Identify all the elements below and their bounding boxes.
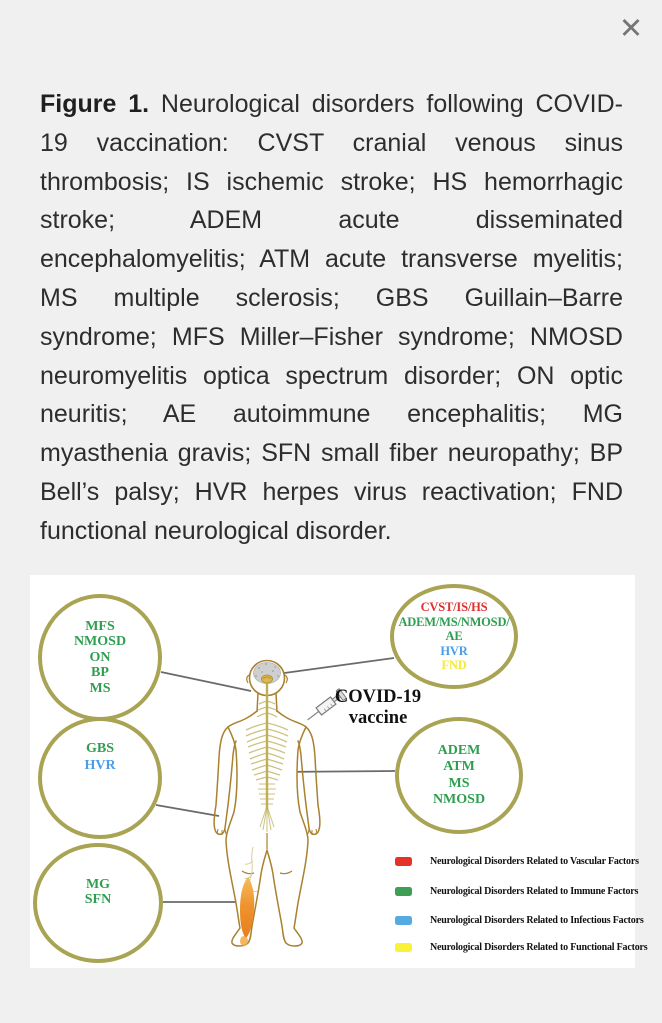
connector-line: [161, 672, 251, 691]
disorder-label: MS: [448, 775, 470, 791]
disorder-label: GBS: [85, 741, 114, 756]
legend-swatch-vascular: [395, 857, 412, 866]
disorder-label: NMOSD: [432, 792, 486, 807]
legend-row-functional: [395, 942, 647, 953]
disorder-label: ADEM: [437, 742, 481, 758]
circle-peripheral-nerve-disorders: [38, 717, 162, 839]
disorder-label: MG: [85, 876, 111, 892]
disorder-label: ADEM/MS/NMOSD/: [398, 614, 510, 629]
disorder-label: NMOSD: [73, 634, 127, 650]
circle-cranial-nerve-disorders: [38, 594, 162, 721]
figure-caption: [40, 85, 623, 551]
legend-row-immune: [395, 886, 638, 897]
caption-text: Neurological disorders following COVID-19 vaccination: CVST cranial venous sinus thrombosis; IS ischemic stroke; HS hemorrhagic stroke; ADEM acute disseminated encephalomyelitis; ATM acute transverse myelitis; MS multiple sclerosis; GBS Guillain–Barre syndrome; MFS Miller–Fisher syndrome; NMOSD neuromyelitis optica spectrum disorder; ON optic neuritis; AE autoimmune encephalitis; MG myasthenia gravis; SFN small fiber neuropathy; BP Bell’s palsy; HVR herpes virus reactivation; FND functional neurological disorder.: [40, 90, 623, 545]
disorder-label: MFS: [85, 618, 115, 634]
close-icon: ✕: [618, 11, 644, 45]
legend-swatch-infectious: [395, 916, 412, 925]
legend-row-vascular: [395, 856, 639, 867]
disorder-label: SFN: [84, 892, 112, 907]
caption-label: Figure 1.: [40, 90, 150, 118]
disorder-label: ATM: [443, 759, 475, 774]
disorder-label: HVR: [84, 758, 116, 773]
connector-line: [277, 658, 394, 674]
covid-vaccine-label-line2: vaccine: [348, 708, 408, 728]
legend-label: Neurological Disorders Related to Vascular Factors: [430, 856, 639, 867]
legend-label: Neurological Disorders Related to Immune Factors: [430, 886, 639, 897]
human-body-figure: [214, 661, 320, 947]
disorder-label: FND: [441, 658, 467, 673]
disorder-label: MS: [89, 680, 111, 696]
legend-label: Neurological Disorders Related to Functional Factors: [430, 942, 648, 953]
legend-swatch-functional: [395, 943, 412, 952]
covid-vaccine-label: [326, 687, 430, 729]
brainstem: [262, 675, 273, 683]
disorder-label: CVST/IS/HS: [420, 600, 488, 615]
circle-brain-disorders: [390, 584, 518, 689]
circle-muscle-disorders: [33, 843, 163, 963]
close-button[interactable]: [615, 12, 647, 44]
disorder-label: AE: [445, 629, 463, 644]
covid-vaccine-label-line1: COVID-19: [334, 687, 422, 707]
figure-image-panel: [30, 575, 648, 968]
legend-swatch-immune: [395, 887, 412, 896]
connector-line: [156, 805, 219, 816]
legend-row-infectious: [395, 915, 644, 926]
disorder-label: ON: [89, 649, 111, 665]
circle-spinal-cord-disorders: [395, 717, 523, 834]
disorder-label: HVR: [440, 643, 468, 658]
legend-label: Neurological Disorders Related to Infectious Factors: [430, 915, 644, 926]
disorder-label: BP: [91, 665, 109, 681]
